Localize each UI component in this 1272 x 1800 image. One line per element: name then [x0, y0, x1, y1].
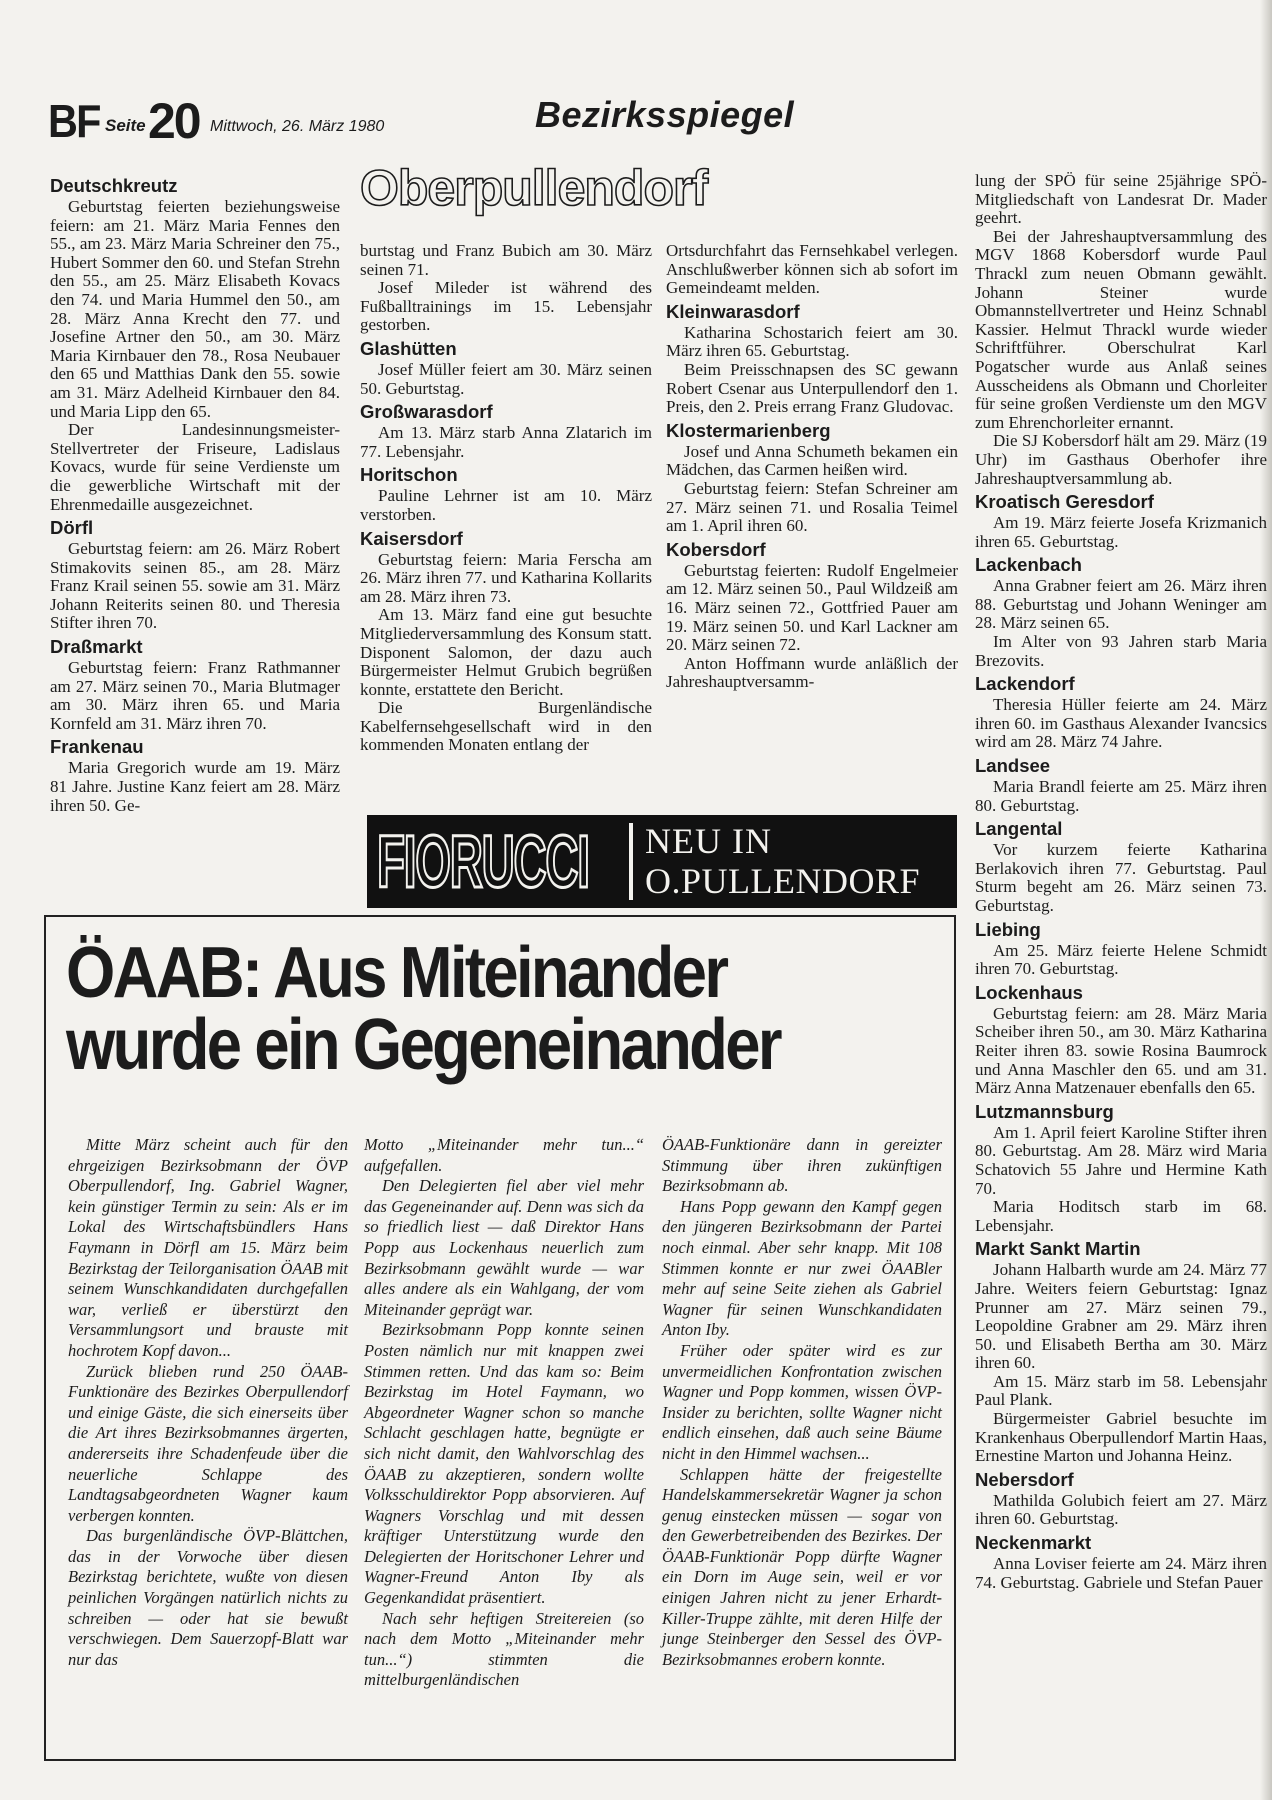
paragraph: Schlappen hätte der freigestellte Handelskammersekretär Wagner ja schon genug einstecken müssen — sogar von den Gewerbetreibenden des Bezirkes. Der ÖAAB-Funktionär Popp dürfte Wagner ein Dorn im Auge sein, weil er vor einigen Jahren nicht zu jener Erhardt-Killer-Truppe zählte, mit deren Hilfe der junge Steinberger den Sessel des ÖVP-Bezirksobmannes erobern konnte.	[662, 1464, 942, 1669]
paragraph: Josef Müller feiert am 30. März seinen 50. Geburtstag.	[360, 359, 652, 398]
paragraph: Motto „Miteinander mehr tun...“ aufgefallen.	[364, 1135, 644, 1175]
ad-line-2: O.PULLENDORF	[645, 861, 921, 901]
paragraph: Mitte März scheint auch für den ehrgeizigen Bezirksobmann der ÖVP Oberpullendorf, Ing. Gabriel Wagner, kein günstiger Termin zu sein: Als er im Lokal des Wirtschaftsbündlers Hans Faymann in Dörfl am 15. März beim Bezirkstag der Teilorganisation ÖAAB mit seinem Wunschkandidaten durchgefallen war, verließ er überstürzt den Versammlungsort und brauste mit hochrotem Kopf davon...	[68, 1135, 348, 1360]
place-heading: Lutzmannsburg	[975, 1100, 1114, 1122]
page-number: 20	[148, 93, 200, 149]
paragraph: Am 15. März starb im 58. Lebensjahr Paul Plank.	[975, 1371, 1267, 1410]
paragraph: Bei der Jahreshauptversammlung des MGV 1868 Kobersdorf wurde Paul Thrackl zum neuen Obmann gewählt. Johann Steiner wurde Obmannstellvertreter und Heinz Schnabl Kassier. Helmut Thrackl wurde wieder Schriftführer. Oberschulrat Karl Pogatscher wurde aus Anlaß seines Ausscheidens als Obmann und Chorleiter für seine großen Verdienste um den MGV zum Ehrenchorleiter ernannt.	[975, 226, 1267, 432]
place-heading: Lackenbach	[975, 554, 1082, 576]
paragraph: Die Burgenländische Kabelfernsehgesellschaft wird in den kommenden Monaten entlang der	[360, 698, 652, 755]
feature-column-3	[662, 1135, 942, 1670]
section-title: Bezirksspiegel	[535, 94, 795, 135]
issue-date: Mittwoch, 26. März 1980	[210, 118, 385, 135]
news-column-3	[666, 242, 958, 692]
place-heading: Kroatisch Geresdorf	[975, 491, 1154, 513]
paragraph: Der Landesinnungsmeister-Stellvertreter der Friseure, Ladislaus Kovacs, wurde für seine Verdienste um die gewerbliche Wirtschaft mit der Ehrenmedaille ausgezeichnet.	[50, 420, 340, 514]
paragraph: Anton Hoffmann wurde anläßlich der Jahreshauptversamm-	[666, 653, 958, 692]
paragraph: Geburtstag feierten: Rudolf Engelmeier am 12. März seinen 50., Paul Wildzeiß am 16. März seinen 72., Gottfried Pauer am 19. März seinen 50. und Karl Lackner am 20. März seinen 72.	[666, 560, 958, 655]
place-heading: Großwarasdorf	[360, 401, 493, 423]
paragraph: Anna Grabner feiert am 26. März ihren 88. Geburtstag und Johann Weninger am 28. März seinen 65.	[975, 576, 1267, 633]
paragraph: Am 1. April feiert Karoline Stifter ihren 80. Geburtstag. Am 28. März wird Maria Schatovich 55 Jahre und Hermine Kath 70.	[975, 1122, 1267, 1198]
paragraph: Im Alter von 93 Jahren starb Maria Brezovits.	[975, 632, 1267, 670]
masthead	[40, 92, 1260, 149]
paragraph: Geburtstag feiern: Franz Rathmanner am 27. März seinen 70., Maria Blutmager am 30. März ihren 65. und Maria Kornfeld am 31. März ihren 70.	[50, 658, 340, 733]
place-heading: Klostermarienberg	[666, 419, 831, 441]
ad-brand: FIORUCCI	[377, 820, 589, 903]
paragraph: Früher oder später wird es zur unvermeidlichen Konfrontation zwischen Wagner und Popp kommen, wissen ÖVP-Insider zu berichten, sollte Wagner nicht endlich einsehen, daß auch seine Bäume nicht in den Himmel wachsen...	[662, 1340, 942, 1463]
paragraph: Beim Preisschnapsen des SC gewann Robert Csenar aus Unterpullendorf den 1. Preis, den 2. Preis errang Franz Gludovac.	[666, 359, 958, 417]
place-heading: Lockenhaus	[975, 981, 1083, 1003]
paragraph: ÖAAB-Funktionäre dann in gereizter Stimmung über ihren zukünftigen Bezirksobmann ab.	[662, 1135, 942, 1196]
paragraph: Hans Popp gewann den Kampf gegen den jüngeren Bezirksobmann der Partei noch einmal. Aber sehr knapp. Mit 108 Stimmen konnte er nur zwei ÖAABler mehr auf seine Seite ziehen als Gabriel Wagner für seinen Wunschkandidaten Anton Iby.	[662, 1196, 942, 1340]
paragraph: Geburtstag feiern: Maria Ferscha am 26. März ihren 77. und Katharina Kollarits am 28. März ihren 73.	[360, 549, 652, 606]
news-column-2	[360, 242, 652, 755]
ad-line-1: NEU IN	[645, 821, 772, 861]
headline-line-1: ÖAAB: Aus Miteinander	[66, 933, 727, 1013]
paragraph: Bürgermeister Gabriel besuchte im Krankenhaus Oberpullendorf Martin Haas, Ernestine Marton und Johanna Heinz.	[975, 1409, 1267, 1466]
paragraph: Geburtstag feiern: Stefan Schreiner am 27. März seinen 71. und Rosalia Teimel am 1. April ihren 60.	[666, 478, 958, 536]
place-heading: Horitschon	[360, 464, 458, 486]
feature-headline	[66, 933, 840, 1085]
paragraph: Maria Gregorich wurde am 19. März 81 Jahre. Justine Kanz feiert am 28. März ihren 50. Ge-	[50, 758, 340, 815]
paragraph: burtstag und Franz Bubich am 30. März seinen 71.	[360, 241, 652, 279]
paragraph: Maria Hoditsch starb im 68. Lebensjahr.	[975, 1197, 1267, 1235]
paragraph: lung der SPÖ für seine 25jährige SPÖ-Mitgliedschaft von Landesrat Dr. Mader geehrt.	[975, 171, 1267, 228]
paragraph: Katharina Schostarich feiert am 30. März ihren 65. Geburtstag.	[666, 322, 958, 361]
paragraph: Vor kurzem feierte Katharina Berlakovich ihren 77. Geburtstag. Paul Sturm begeht am 26. März seinen 73. Geburtstag.	[975, 840, 1267, 915]
place-heading: Lackendorf	[975, 673, 1075, 695]
ad-divider	[629, 823, 633, 900]
page-label: Seite	[105, 116, 146, 135]
place-heading: Kobersdorf	[666, 538, 766, 560]
paragraph: Die SJ Kobersdorf hält am 29. März (19 Uhr) im Gasthaus Oberhofer ihre Jahreshauptversammlung ab.	[975, 431, 1267, 488]
place-heading: Neckenmarkt	[975, 1532, 1092, 1554]
paper-logo: BF	[48, 95, 100, 147]
place-heading: Nebersdorf	[975, 1468, 1074, 1490]
paragraph: Am 19. März feierte Josefa Krizmanich ihren 65. Geburtstag.	[975, 513, 1267, 551]
paragraph: Den Delegierten fiel aber viel mehr das Gegeneinander auf. Denn was sich da so friedlich liest — daß Direktor Hans Popp aus Lockenhaus neuerlich zum Bezirksobmann gewählt wurde — war alles andere als ein Wahlgang, der vom Miteinander geprägt war.	[364, 1176, 644, 1319]
news-column-1	[50, 172, 340, 815]
feature-article	[44, 915, 956, 1761]
paragraph: Geburtstag feiern: am 26. März Robert Stimakovits seinen 85., am 28. März Franz Krail seinen 55. sowie am 31. März Johann Reiterits seinen 80. und Theresia Stifter ihren 70.	[50, 539, 340, 633]
paragraph: Das burgenländische ÖVP-Blättchen, das in der Vorwoche über diesen Bezirkstag berichtete, wußte von diesen peinlichen Vorgängen natürlich nichts zu schreiben — oder hat sie bewußt verschwiegen. Dem Sauerzopf-Blatt war nur das	[68, 1526, 348, 1669]
feature-column-1	[68, 1135, 348, 1670]
headline-line-2: wurde ein Gegeneinander	[66, 1005, 780, 1085]
news-column-4	[975, 172, 1267, 1592]
paragraph: Zurück blieben rund 250 ÖAAB-Funktionäre des Bezirkes Oberpullendorf und einige Gäste, die sich einerseits über die Art ihres Bezirksobmannes ärgerten, andererseits ihre Schadenfeude über die neuerliche Schlappe des Landtagsabgeordneten Wagner kaum verbergen konnten.	[68, 1361, 348, 1525]
paragraph: Ortsdurchfahrt das Fernsehkabel verlegen. Anschlußwerber können sich ab sofort im Gemeindeamt melden.	[666, 241, 958, 298]
place-heading: Markt Sankt Martin	[975, 1238, 1141, 1260]
paragraph: Nach sehr heftigen Streitereien (so nach dem Motto „Miteinander mehr tun...“) stimmten die mittelburgenländischen	[364, 1608, 644, 1690]
paragraph: Pauline Lehrner ist am 10. März verstorben.	[360, 486, 652, 524]
paragraph: Josef und Anna Schumeth bekamen ein Mädchen, das Carmen heißen wird.	[666, 441, 958, 480]
region-title: Oberpullendorf	[360, 160, 708, 216]
paragraph: Mathilda Golubich feiert am 27. März ihren 60. Geburtstag.	[975, 1490, 1267, 1529]
place-heading: Liebing	[975, 918, 1041, 940]
paragraph: Maria Brandl feierte am 25. März ihren 80. Geburtstag.	[975, 777, 1267, 815]
place-heading: Deutschkreutz	[50, 175, 178, 196]
paragraph: Anna Loviser feierte am 24. März ihren 74. Geburtstag. Gabriele und Stefan Pauer	[975, 1554, 1267, 1592]
paragraph: Geburtstag feiern: am 28. März Maria Scheiber ihren 50., am 30. März Katharina Reiter ihren 83. sowie Rosina Baumrock und Anna Maschler den 65. und am 31. März Anna Matzenauer ebenfalls den 65.	[975, 1003, 1267, 1098]
paragraph: Josef Mileder ist während des Fußballtrainings im 15. Lebensjahr gestorben.	[360, 278, 652, 335]
paragraph: Geburtstag feierten beziehungsweise feiern: am 21. März Maria Fennes den 55., am 23. März Maria Schreiner den 75., Hubert Sommer den 60. und Stefan Strehn den 55., am 25. März Elisabeth Kovacs den 74. und Maria Hummel den 50., am 28. März Anna Krecht den 77. und Josefine Artner den 50., am 30. März Maria Kirnbauer den 78., Rosa Neubauer den 65 und Matthias Dank den 55. sowie am 31. März Adelheid Kirnbauer den 84. und Maria Lipp den 65.	[50, 197, 340, 421]
paragraph: Bezirksobmann Popp konnte seinen Posten nämlich nur mit knappen zwei Stimmen retten. Und das kam so: Beim Bezirkstag im Hotel Faymann, wo Abgeordneter Wagner schon so manche Schlacht geschlagen hatte, begnügte er sich nicht damit, den Wahlvorschlag des ÖAAB zu akzeptieren, sondern wollte Volksschuldirektor Popp absorvieren. Auf Wagners Vorschlag und mit dessen kräftiger Unterstützung wurde den Delegierten der Horitschoner Lehrer und Wagner-Freund Anton Iby als Gegenkandidat präsentiert.	[364, 1320, 644, 1608]
feature-column-2	[364, 1135, 644, 1691]
paragraph: Johann Halbarth wurde am 24. März 77 Jahre. Weiters feiern Geburtstag: Ignaz Prunner am 27. März seinen 79., Leopoldine Grabner am 29. März ihren 50. und Elisabeth Bertha am 30. März ihren 60.	[975, 1260, 1267, 1373]
fiorucci-ad	[367, 815, 957, 908]
place-heading: Glashütten	[360, 337, 457, 359]
place-heading: Kleinwarasdorf	[666, 300, 800, 322]
place-heading: Frankenau	[50, 736, 144, 758]
paragraph: Am 25. März feierte Helene Schmidt ihren 70. Geburtstag.	[975, 940, 1267, 979]
paragraph: Theresia Hüller feierte am 24. März ihren 60. im Gasthaus Alexander Ivancsics wird am 28. März 74 Jahre.	[975, 695, 1267, 752]
paragraph: Am 13. März starb Anna Zlatarich im 77. Lebensjahr.	[360, 423, 652, 461]
place-heading: Kaisersdorf	[360, 527, 463, 549]
place-heading: Draßmarkt	[50, 636, 143, 658]
place-heading: Dörfl	[50, 517, 94, 539]
paragraph: Am 13. März fand eine gut besuchte Mitgliederversammlung des Konsum statt. Disponent Salomon, der dazu auch Bürgermeister Helmut Grubich begrüßen konnte, erstattete den Bericht.	[360, 605, 652, 699]
place-heading: Landsee	[975, 755, 1051, 777]
place-heading: Langental	[975, 818, 1063, 840]
